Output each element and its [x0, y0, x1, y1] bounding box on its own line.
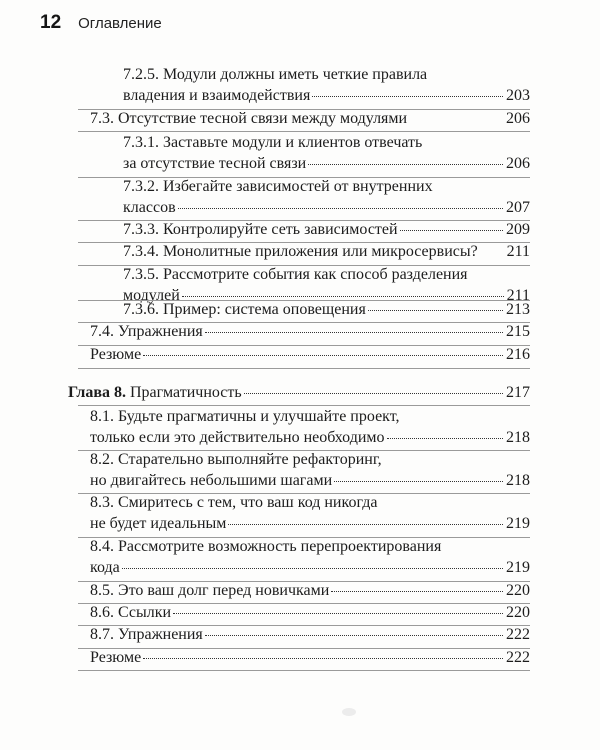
toc-entry-title: 7.3.6. Пример: система оповещения — [123, 301, 366, 318]
toc-page-number: 220 — [506, 582, 530, 599]
leader-dots — [400, 230, 503, 231]
toc-entry-8-6[interactable] — [90, 602, 530, 623]
toc-page-number: 220 — [506, 604, 530, 621]
toc-entry-7-4[interactable] — [90, 321, 530, 342]
toc-entry-line: 7.3.1. Заставьте модули и клиентов отвечать — [123, 134, 423, 151]
toc-entry-title: 7.3.4. Монолитные приложения или микросервисы? — [123, 243, 478, 260]
toc-entry-line: 7.3.2. Избегайте зависимостей от внутренних — [123, 178, 433, 195]
toc-page-number: 218 — [506, 429, 530, 446]
toc-page-number: 206 — [506, 155, 530, 172]
toc-page-number: 211 — [506, 287, 530, 304]
toc-page-number: 203 — [506, 87, 530, 104]
toc-entry-title: владения и взаимодействия — [123, 87, 311, 104]
toc-entry-7-3-6[interactable] — [123, 299, 530, 320]
leader-dots — [334, 481, 503, 482]
leader-dots — [228, 524, 503, 525]
toc-page-number: 211 — [506, 243, 530, 260]
toc-entry-8-5[interactable] — [90, 580, 530, 601]
leader-dots — [143, 355, 503, 356]
leader-dots — [143, 658, 503, 659]
toc-entry-title: 7.3. Отсутствие тесной связи между модулями — [90, 110, 408, 127]
toc-entry-8-3[interactable] — [90, 492, 530, 534]
toc-entry-8-7[interactable] — [90, 624, 530, 645]
toc-entry-title: модулей — [123, 287, 180, 304]
separator-line — [78, 670, 530, 671]
toc-entry-7-3-1[interactable] — [123, 132, 530, 174]
leader-dots — [308, 164, 503, 165]
toc-entry-7-2-5[interactable] — [123, 64, 530, 106]
toc-entry-line: 8.1. Будьте прагматичны и улучшайте проект, — [90, 408, 400, 425]
toc-entry-title: Резюме — [90, 346, 142, 363]
paper-smudge — [342, 708, 356, 716]
leader-dots — [205, 635, 503, 636]
toc-entry-title: кода — [90, 559, 120, 576]
toc-entry-7-3-2[interactable] — [123, 176, 530, 218]
toc-entry-summary-8[interactable] — [90, 647, 530, 668]
toc-entry-title: за отсутствие тесной связи — [123, 155, 307, 172]
toc-entry-line: 8.3. Смиритесь с тем, что ваш код никогда — [90, 494, 378, 511]
toc-entry-title: только если это действительно необходимо — [90, 429, 385, 446]
toc-entry-8-4[interactable] — [90, 536, 530, 578]
toc-entry-title: 7.3.3. Контролируйте сеть зависимостей — [123, 221, 398, 238]
leader-dots — [387, 438, 503, 439]
toc-entry-line: 8.2. Старательно выполняйте рефакторинг, — [90, 451, 382, 468]
toc-page-number: 217 — [506, 384, 530, 401]
leader-dots — [122, 568, 503, 569]
toc-entry-title: 8.5. Это ваш долг перед новичками — [90, 582, 330, 599]
leader-dots — [244, 393, 503, 394]
toc-page-number: 215 — [506, 323, 530, 340]
leader-dots — [331, 591, 503, 592]
toc-entry-7-3-4[interactable] — [123, 241, 530, 262]
toc-page-number: 222 — [506, 626, 530, 643]
toc-page-number: 219 — [506, 559, 530, 576]
chapter-title: Прагматичность — [126, 384, 242, 401]
running-header — [40, 12, 162, 36]
toc-page-number: 218 — [506, 472, 530, 489]
toc-entry-title: классов — [123, 199, 176, 216]
leader-dots — [182, 296, 504, 297]
toc-entry-title: 8.6. Ссылки — [90, 604, 172, 621]
toc-entry-chapter-8[interactable] — [68, 382, 530, 403]
toc-entry-line: 7.3.5. Рассмотрите события как способ разделения — [123, 266, 468, 283]
leader-dots — [368, 310, 503, 311]
separator-line — [78, 368, 530, 369]
toc-entry-title: но двигайтесь небольшими шагами — [90, 472, 333, 489]
toc-entry-title: 8.7. Упражнения — [90, 626, 203, 643]
toc-entry-title: 7.4. Упражнения — [90, 323, 203, 340]
toc-entry-8-1[interactable] — [90, 406, 530, 448]
toc-chapter-heading — [68, 382, 242, 403]
chapter-label: Глава 8. — [68, 384, 126, 401]
page-number: 12 — [40, 12, 62, 33]
leader-dots — [173, 613, 503, 614]
toc-entry-title: не будет идеальным — [90, 515, 227, 532]
toc-page-number: 207 — [506, 199, 530, 216]
toc-page-number: 222 — [506, 649, 530, 666]
toc-entry-7-3[interactable] — [90, 108, 530, 129]
section-title: Оглавление — [78, 15, 162, 32]
toc-entry-summary-7[interactable] — [90, 344, 530, 365]
leader-dots — [205, 332, 503, 333]
toc-entry-7-3-3[interactable] — [123, 219, 530, 240]
toc-page-number: 206 — [506, 110, 530, 127]
toc-page-number: 213 — [506, 301, 530, 318]
toc-entry-title: Резюме — [90, 649, 142, 666]
leader-dots — [312, 96, 503, 97]
toc-entry-line: 8.4. Рассмотрите возможность перепроектирования — [90, 538, 442, 555]
toc-entry-8-2[interactable] — [90, 449, 530, 491]
toc-page-number: 216 — [506, 346, 530, 363]
toc-entry-line: 7.2.5. Модули должны иметь четкие правила — [123, 66, 428, 83]
toc-page-number: 209 — [506, 221, 530, 238]
toc-page-number: 219 — [506, 515, 530, 532]
leader-dots — [178, 208, 503, 209]
